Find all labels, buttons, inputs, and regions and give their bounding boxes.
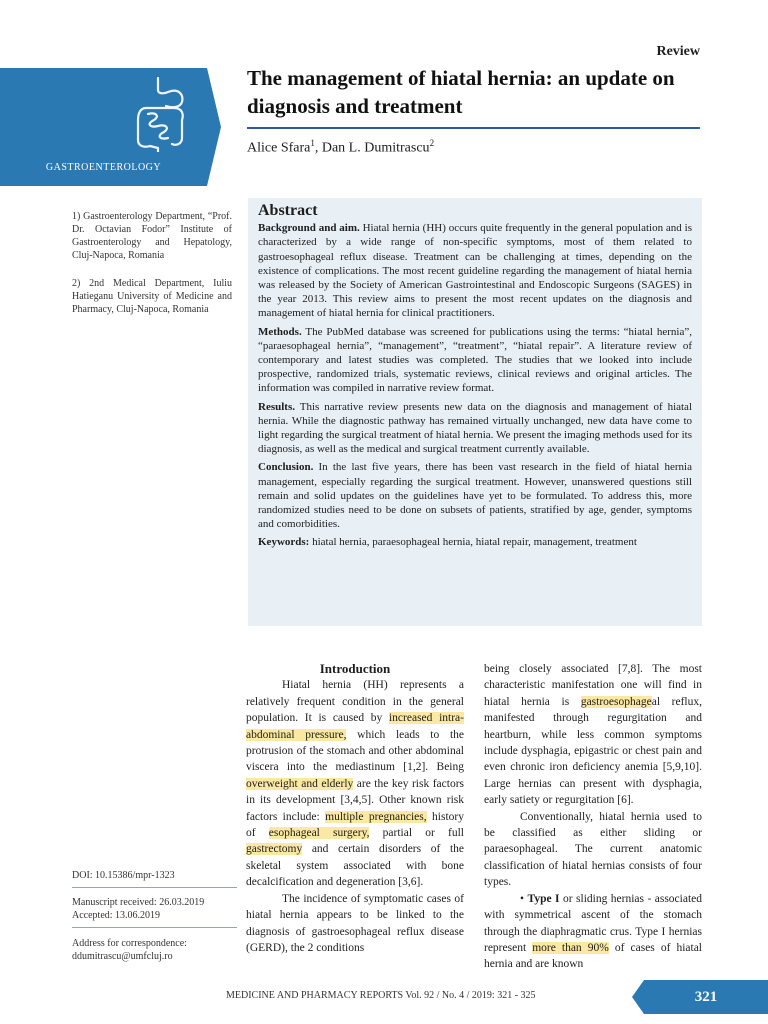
body-paragraph: Conventionally, hiatal hernia used to be classified as either sliding or paraesophageal. The current anatomic classification of hiatal hernias consists of four types. xyxy=(484,810,702,889)
body-paragraph: The incidence of symptomatic cases of hiatal hernia appears to be linked to the diagnosis of gastroesophageal reflux disease (GERD), the 2 conditions xyxy=(246,892,464,954)
banner-arrow-shape xyxy=(207,68,221,186)
article-type-label: Review xyxy=(656,44,700,59)
body-column-right xyxy=(484,661,702,973)
author-list xyxy=(247,138,434,157)
author-affiliation-mark: 1 xyxy=(310,138,315,148)
abstract-results: Results. This narrative review presents new data on the diagnosis and management of hiatal hernia. While the diagnostic pathway has remained virtually unchanged, new data have come to light regarding the surgical treatment of hiatal hernia. We present the imaging methods used for its diagnosis, as well as the medical and surgical treatment currently available. xyxy=(258,400,692,456)
body-column-left xyxy=(246,661,464,956)
highlight: gastrectomy xyxy=(246,843,303,856)
highlight: esophageal surgery, xyxy=(268,827,370,840)
article-title: The management of hiatal hernia: an update on diagnosis and treatment xyxy=(247,66,675,118)
section-label: GASTROENTEROLOGY xyxy=(45,162,162,173)
accepted-date: Accepted: 13.06.2019 xyxy=(72,910,161,921)
journal-citation xyxy=(226,990,536,1001)
author-name: Alice Sfara xyxy=(247,140,311,156)
abstract-heading: Abstract xyxy=(258,202,318,219)
abstract-label: Background and aim. xyxy=(258,222,360,235)
body-paragraph: • Type I or sliding hernias - associated with symmetrical ascent of the stomach through the diaphragmatic crus. Type I hernias represent more than 90% of cases of hiatal hernia and are known xyxy=(484,892,703,971)
page-number-badge xyxy=(644,980,768,1014)
body-paragraph: Hiatal hernia (HH) represents a relatively frequent condition in the general population. It is caused by increased intra-abdominal pressure, which leads to the protrusion of the stomach and other abdominal viscera into the mediastinum [1,2]. Being overweight and elderly are the key risk factors in its development [3,4,5]. Other known risk factors include: multiple pregnancies, history of esophageal surgery, partial or full gastrectomy and certain disorders of the skeletal system associated with bone decalcification and degeneration [3,6]. xyxy=(246,679,464,889)
highlight: gastroesophage xyxy=(580,695,652,708)
highlight: multiple pregnancies, xyxy=(325,810,427,823)
affiliation-1: 1) Gastroenterology Department, “Prof. Dr. Octavian Fodor” Institute of Gastroenterology and Hepatology, Cluj-Napoca, Romania xyxy=(72,211,232,261)
abstract-conclusion: Conclusion. In the last five years, there has been vast research in the field of hiatal hernia management, especially regarding the surgical treatment. However, unanswered questions still remain and solid updates on the guidelines have yet to be formulated. To address this, more randomized studies need to be done on subsets of patients, stratified by age, gender, symptoms and comorbidities. xyxy=(258,461,692,531)
abstract-label: Methods. xyxy=(258,325,302,338)
title-divider xyxy=(247,127,700,129)
abstract-methods: Methods. The PubMed database was screened for publications using the terms: “hiatal hernia”, “paraesophageal hernia”, “management”, “treatment”, “hiatal repair”. A literature review of contemporary and latest studies was completed. The studies that we looked into include prospective, randomized trials, systematic reviews, clinical reviews and original articles. The information was compiled in narrative review format. xyxy=(258,325,692,395)
correspondence-label: Address for correspondence: xyxy=(72,938,187,949)
author-affiliation-mark: 2 xyxy=(429,138,435,148)
abstract-box xyxy=(248,198,702,626)
page-number: 321 xyxy=(694,989,718,1005)
author-separator: , xyxy=(314,140,322,156)
digestive-system-icon xyxy=(128,76,192,152)
meta-divider xyxy=(72,927,237,928)
highlight: more than 90% xyxy=(532,941,609,954)
type-label: Type I xyxy=(527,892,560,905)
abstract-background: Background and aim. Hiatal hernia (HH) occurs quite frequently in the general population and is characterized by a wide range of non-specific symptoms, most of them related to gastroesophageal reflux disease. Treatment can be challenging at times, depending on the existence of complications. The most recent guideline regarding the management of hiatal hernia was released by the Society of American Gastrointestinal and Endoscopic Surgeons (SAGES) in the year 2013. This review aims to present the most recent updates on the diagnosis and management of hiatal hernia for clinical practitioners. xyxy=(258,222,692,320)
abstract-label: Keywords: xyxy=(258,536,310,549)
doi: DOI: 10.15386/mpr-1323 xyxy=(72,870,175,881)
journal-name: MEDICINE AND PHARMACY REPORTS xyxy=(226,990,404,1001)
author-name: Dan L. Dumitrascu xyxy=(321,140,430,156)
abstract-label: Conclusion. xyxy=(258,461,314,474)
highlight: overweight and elderly xyxy=(246,777,354,790)
received-date: Manuscript received: 26.03.2019 xyxy=(72,897,205,908)
correspondence-email[interactable]: ddumitrascu@umfcluj.ro xyxy=(72,951,173,962)
page-badge-arrow-shape xyxy=(632,980,644,1014)
citation-info: Vol. 92 / No. 4 / 2019: 321 - 325 xyxy=(403,990,536,1001)
affiliation-2: 2) 2nd Medical Department, Iuliu Hatieganu University of Medicine and Pharmacy, Cluj-Napoca, Romania xyxy=(72,278,232,315)
meta-divider xyxy=(72,887,237,888)
abstract-keywords: Keywords: hiatal hernia, paraesophageal hernia, hiatal repair, management, treatment xyxy=(258,536,637,549)
section-heading: Introduction xyxy=(319,661,391,676)
highlight: increased intra-abdominal pressure, xyxy=(246,712,464,741)
section-banner xyxy=(0,68,207,186)
abstract-label: Results. xyxy=(258,400,295,413)
body-paragraph: being closely associated [7,8]. The most characteristic manifestation one will find in hiatal hernia is gastroesophageal reflux, manifested through regurgitation and heartburn, while less common symptoms include dysphagia, epigastric or chest pain and even chronic iron deficiency anemia [5,9,10]. Large hernias can present with dysphagia, early satiety or regurgitation [6]. xyxy=(484,663,702,807)
